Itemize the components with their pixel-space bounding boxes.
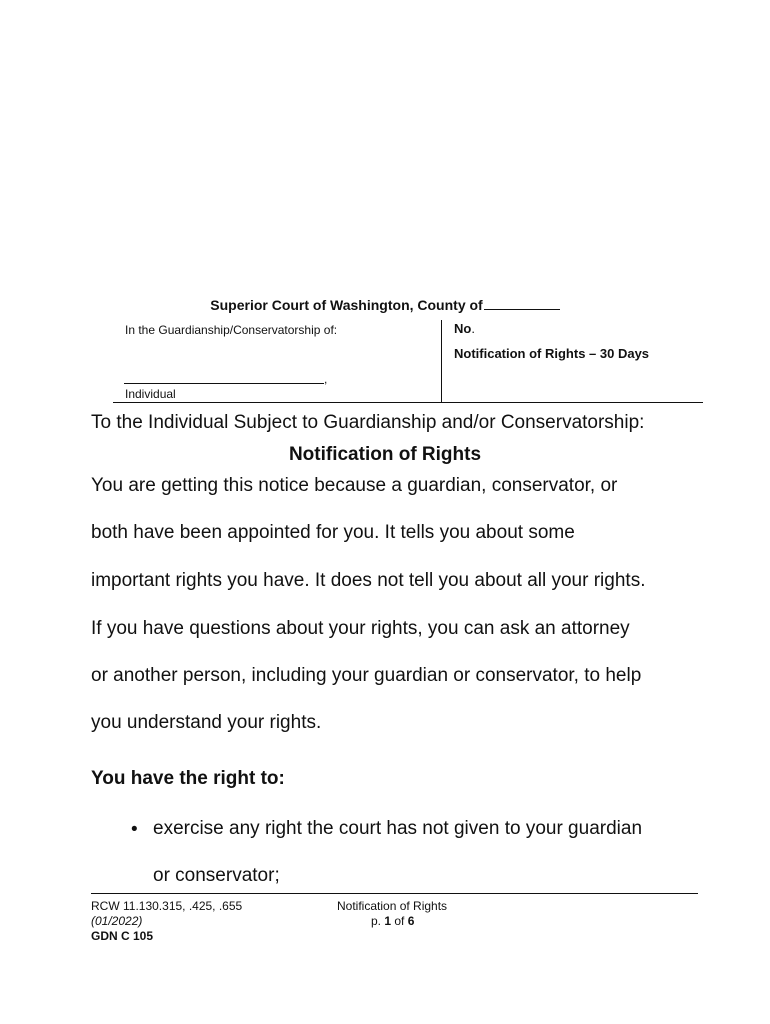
county-blank-line [484, 296, 560, 310]
footer-form-title: Notification of Rights [337, 899, 448, 913]
paragraph-line: You are getting this notice because a guardian, conservator, or [91, 475, 618, 496]
document-heading: Notification of Rights [288, 444, 482, 465]
addressee-line: To the Individual Subject to Guardianship and/or Conservatorship: [91, 412, 645, 433]
individual-name-blank-line [124, 373, 324, 384]
paragraph-line: both have been appointed for you. It tells you about some [91, 522, 575, 543]
bullet-item-line: exercise any right the court has not given to your guardian [153, 818, 643, 839]
caption-divider-horizontal [113, 402, 703, 403]
bullet-item-line: or conservator; [153, 865, 280, 886]
bullet-marker: • [131, 819, 138, 840]
paragraph-line: If you have questions about your rights, you can ask an attorney [91, 618, 630, 639]
paragraph-line: or another person, including your guardian or conservator, to help [91, 665, 642, 686]
case-number-label: No [454, 321, 472, 336]
caption-individual-label: Individual [125, 387, 176, 401]
page-current: 1 [384, 914, 392, 928]
rights-heading: You have the right to: [91, 768, 285, 789]
paragraph-line: you understand your rights. [91, 712, 322, 733]
case-number [454, 321, 475, 336]
footer-divider [91, 893, 698, 894]
footer-page-number [371, 914, 414, 928]
caption-comma: , [324, 372, 328, 386]
court-title [0, 296, 770, 313]
caption-divider-vertical [441, 320, 442, 402]
court-title-text: Superior Court of Washington, County of [210, 297, 483, 313]
caption-matter-label: In the Guardianship/Conservatorship of: [125, 323, 338, 337]
paragraph-line: important rights you have. It does not tell you about all your rights. [91, 570, 646, 591]
page-of: of [391, 914, 408, 928]
footer-revision-date: (01/2022) [91, 914, 143, 928]
footer-form-id: GDN C 105 [91, 929, 154, 943]
case-title: Notification of Rights – 30 Days [454, 346, 650, 361]
page-total: 6 [407, 914, 415, 928]
page-prefix: p. [371, 914, 385, 928]
case-number-dot: . [471, 321, 475, 336]
footer-statute: RCW 11.130.315, .425, .655 [91, 899, 243, 913]
